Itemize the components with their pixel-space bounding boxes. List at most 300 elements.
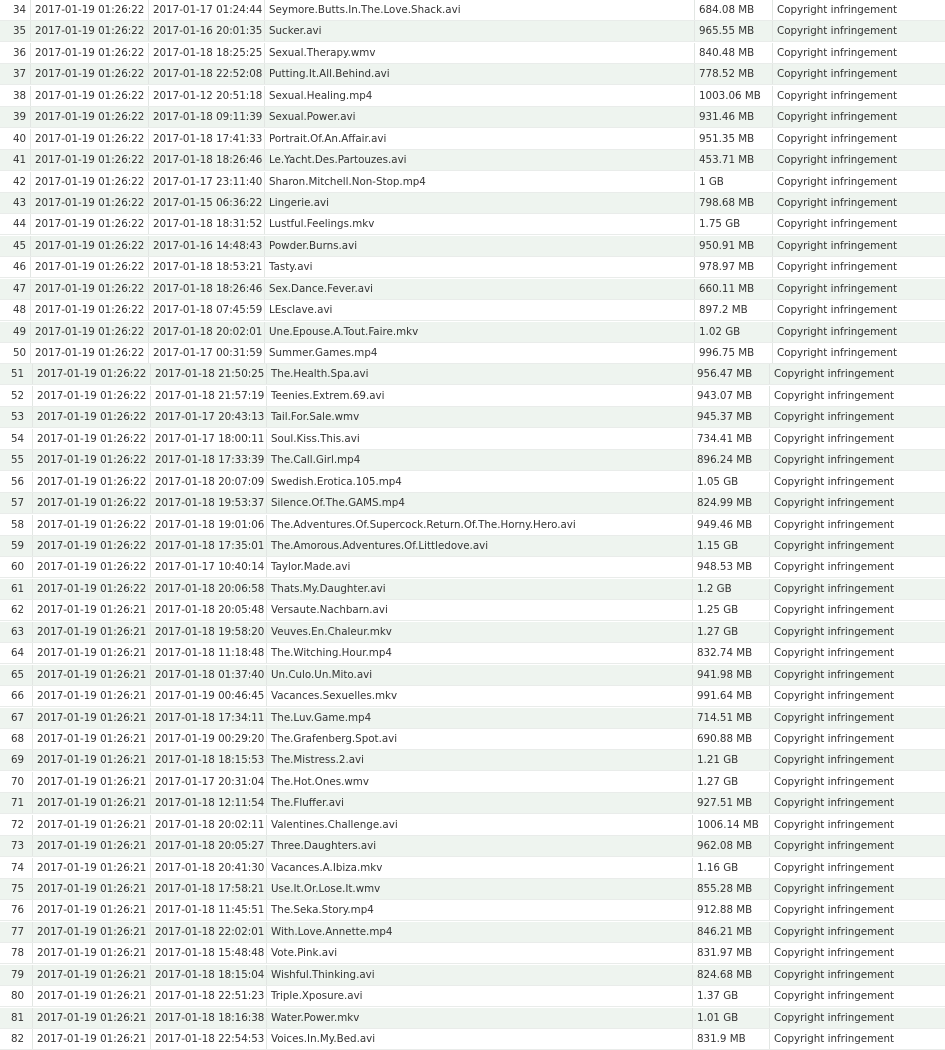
file-name: The.Hot.Ones.wmv <box>266 772 692 792</box>
upload-timestamp: 2017-01-18 20:05:48 <box>150 600 266 620</box>
table-row <box>0 515 945 536</box>
table-row <box>0 708 945 729</box>
table-row <box>0 193 945 214</box>
file-name: Vacances.A.Ibiza.mkv <box>266 858 692 878</box>
file-size: 927.51 MB <box>692 793 769 813</box>
table-row <box>0 622 945 643</box>
file-name: Tail.For.Sale.wmv <box>266 407 692 427</box>
row-number: 58 <box>11 518 25 531</box>
upload-timestamp: 2017-01-18 22:02:01 <box>150 922 266 942</box>
removal-reason: Copyright infringement <box>769 536 945 556</box>
table-row <box>0 729 945 750</box>
table-row <box>0 300 945 321</box>
added-timestamp: 2017-01-19 01:26:21 <box>32 1029 150 1049</box>
removal-reason: Copyright infringement <box>772 279 945 299</box>
file-name: Three.Daughters.avi <box>266 836 692 856</box>
added-timestamp: 2017-01-19 01:26:21 <box>32 686 150 706</box>
file-size: 897.2 MB <box>694 300 772 320</box>
file-name: Sexual.Therapy.wmv <box>264 43 694 63</box>
file-size: 1 GB <box>694 172 772 192</box>
row-number: 66 <box>11 690 25 703</box>
table-row <box>0 43 945 64</box>
removal-reason: Copyright infringement <box>769 922 945 942</box>
table-row <box>0 836 945 857</box>
row-number: 68 <box>11 732 25 745</box>
added-timestamp: 2017-01-19 01:26:21 <box>32 858 150 878</box>
file-name: Portrait.Of.An.Affair.avi <box>264 129 694 149</box>
table-row <box>0 322 945 343</box>
file-name: Silence.Of.The.GAMS.mp4 <box>266 493 692 513</box>
row-number: 47 <box>13 282 27 295</box>
file-size: 962.08 MB <box>692 836 769 856</box>
upload-timestamp: 2017-01-18 17:41:33 <box>148 129 264 149</box>
added-timestamp: 2017-01-19 01:26:21 <box>32 729 150 749</box>
removal-reason: Copyright infringement <box>772 257 945 277</box>
upload-timestamp: 2017-01-18 09:11:39 <box>148 107 264 127</box>
file-size: 1006.14 MB <box>692 815 769 835</box>
removal-reason: Copyright infringement <box>769 879 945 899</box>
added-timestamp: 2017-01-19 01:26:22 <box>32 364 150 384</box>
table-row <box>0 172 945 193</box>
row-number: 51 <box>11 368 25 381</box>
row-number: 80 <box>11 990 25 1003</box>
row-number: 34 <box>13 4 27 16</box>
removal-reason: Copyright infringement <box>772 43 945 63</box>
file-name: Veuves.En.Chaleur.mkv <box>266 622 692 642</box>
row-number: 77 <box>11 925 25 938</box>
file-size: 931.46 MB <box>694 107 772 127</box>
removal-reason: Copyright infringement <box>769 493 945 513</box>
added-timestamp: 2017-01-19 01:26:21 <box>32 986 150 1006</box>
file-size: 1.25 GB <box>692 600 769 620</box>
file-name: Voices.In.My.Bed.avi <box>266 1029 692 1049</box>
file-name: Summer.Games.mp4 <box>264 343 694 363</box>
row-number: 36 <box>13 46 27 59</box>
file-name: The.Seka.Story.mp4 <box>266 900 692 920</box>
row-number: 70 <box>11 775 25 788</box>
file-name: Teenies.Extrem.69.avi <box>266 386 692 406</box>
file-name: Lustful.Feelings.mkv <box>264 214 694 234</box>
added-timestamp: 2017-01-19 01:26:22 <box>32 515 150 535</box>
table-row <box>0 772 945 793</box>
table-row <box>0 364 945 385</box>
file-size: 824.99 MB <box>692 493 769 513</box>
row-number: 65 <box>11 668 25 681</box>
file-size: 945.37 MB <box>692 407 769 427</box>
added-timestamp: 2017-01-19 01:26:22 <box>30 43 148 63</box>
removal-reason: Copyright infringement <box>769 472 945 492</box>
removal-reason: Copyright infringement <box>772 150 945 170</box>
upload-timestamp: 2017-01-17 20:43:13 <box>150 407 266 427</box>
table-row <box>0 429 945 450</box>
row-number: 49 <box>13 325 27 338</box>
removal-reason: Copyright infringement <box>769 815 945 835</box>
added-timestamp: 2017-01-19 01:26:22 <box>32 407 150 427</box>
added-timestamp: 2017-01-19 01:26:22 <box>32 557 150 577</box>
removal-reason: Copyright infringement <box>769 386 945 406</box>
upload-timestamp: 2017-01-15 06:36:22 <box>148 193 264 213</box>
removal-reason: Copyright infringement <box>769 557 945 577</box>
upload-timestamp: 2017-01-17 23:11:40 <box>148 172 264 192</box>
table-row <box>0 472 945 493</box>
added-timestamp: 2017-01-19 01:26:22 <box>32 450 150 470</box>
file-name: The.Amorous.Adventures.Of.Littledove.avi <box>266 536 692 556</box>
file-name: Seymore.Butts.In.The.Love.Shack.avi <box>264 0 694 20</box>
file-size: 1.2 GB <box>692 579 769 599</box>
removal-reason: Copyright infringement <box>772 214 945 234</box>
file-name: Triple.Xposure.avi <box>266 986 692 1006</box>
table-row <box>0 21 945 42</box>
removal-reason: Copyright infringement <box>772 236 945 256</box>
table-row <box>0 0 945 21</box>
removal-reason: Copyright infringement <box>772 107 945 127</box>
file-size: 798.68 MB <box>694 193 772 213</box>
file-size: 831.9 MB <box>692 1029 769 1049</box>
file-name: Swedish.Erotica.105.mp4 <box>266 472 692 492</box>
table-row <box>0 686 945 707</box>
upload-timestamp: 2017-01-18 17:35:01 <box>150 536 266 556</box>
file-size: 941.98 MB <box>692 665 769 685</box>
added-timestamp: 2017-01-19 01:26:21 <box>32 922 150 942</box>
table-row <box>0 343 945 364</box>
removal-reason: Copyright infringement <box>772 64 945 84</box>
removal-reason: Copyright infringement <box>769 708 945 728</box>
added-timestamp: 2017-01-19 01:26:22 <box>32 579 150 599</box>
added-timestamp: 2017-01-19 01:26:21 <box>32 665 150 685</box>
file-name: Water.Power.mkv <box>266 1008 692 1028</box>
table-row <box>0 536 945 557</box>
removal-reason: Copyright infringement <box>769 364 945 384</box>
added-timestamp: 2017-01-19 01:26:21 <box>32 815 150 835</box>
added-timestamp: 2017-01-19 01:26:22 <box>30 322 148 342</box>
file-size: 1.75 GB <box>694 214 772 234</box>
removal-reason: Copyright infringement <box>769 1008 945 1028</box>
file-size: 1.16 GB <box>692 858 769 878</box>
added-timestamp: 2017-01-19 01:26:22 <box>30 236 148 256</box>
file-size: 1.27 GB <box>692 622 769 642</box>
upload-timestamp: 2017-01-18 11:45:51 <box>150 900 266 920</box>
file-name: Versaute.Nachbarn.avi <box>266 600 692 620</box>
upload-timestamp: 2017-01-18 20:02:11 <box>150 815 266 835</box>
removal-reason: Copyright infringement <box>769 793 945 813</box>
file-size: 1.15 GB <box>692 536 769 556</box>
row-number: 61 <box>11 582 25 595</box>
removal-reason: Copyright infringement <box>769 515 945 535</box>
row-number: 56 <box>11 475 25 488</box>
file-name: Soul.Kiss.This.avi <box>266 429 692 449</box>
file-size: 778.52 MB <box>694 64 772 84</box>
row-number: 78 <box>11 947 25 960</box>
upload-timestamp: 2017-01-18 11:18:48 <box>150 643 266 663</box>
table-row <box>0 815 945 836</box>
row-number: 53 <box>11 411 25 424</box>
file-name: Une.Epouse.A.Tout.Faire.mkv <box>264 322 694 342</box>
file-size: 956.47 MB <box>692 364 769 384</box>
removal-reason: Copyright infringement <box>769 900 945 920</box>
upload-timestamp: 2017-01-18 18:26:46 <box>148 150 264 170</box>
added-timestamp: 2017-01-19 01:26:21 <box>32 772 150 792</box>
upload-timestamp: 2017-01-18 20:02:01 <box>148 322 264 342</box>
upload-timestamp: 2017-01-18 17:58:21 <box>150 879 266 899</box>
row-number: 39 <box>13 111 27 124</box>
file-size: 1.37 GB <box>692 986 769 1006</box>
added-timestamp: 2017-01-19 01:26:22 <box>30 279 148 299</box>
added-timestamp: 2017-01-19 01:26:21 <box>32 900 150 920</box>
file-name: Vacances.Sexuelles.mkv <box>266 686 692 706</box>
upload-timestamp: 2017-01-18 18:25:25 <box>148 43 264 63</box>
removal-reason: Copyright infringement <box>769 772 945 792</box>
added-timestamp: 2017-01-19 01:26:21 <box>32 600 150 620</box>
file-size: 950.91 MB <box>694 236 772 256</box>
file-name: Powder.Burns.avi <box>264 236 694 256</box>
added-timestamp: 2017-01-19 01:26:22 <box>30 21 148 41</box>
upload-timestamp: 2017-01-18 21:50:25 <box>150 364 266 384</box>
row-number: 44 <box>13 218 27 231</box>
file-size: 690.88 MB <box>692 729 769 749</box>
file-name: Taylor.Made.avi <box>266 557 692 577</box>
table-row <box>0 386 945 407</box>
row-number: 79 <box>11 968 25 981</box>
removal-reason: Copyright infringement <box>769 986 945 1006</box>
removal-reason: Copyright infringement <box>772 300 945 320</box>
upload-timestamp: 2017-01-18 17:33:39 <box>150 450 266 470</box>
upload-timestamp: 2017-01-18 18:15:53 <box>150 750 266 770</box>
row-number: 63 <box>11 625 25 638</box>
file-name: Un.Culo.Un.Mito.avi <box>266 665 692 685</box>
row-number: 52 <box>11 389 25 402</box>
added-timestamp: 2017-01-19 01:26:22 <box>32 429 150 449</box>
added-timestamp: 2017-01-19 01:26:22 <box>32 472 150 492</box>
added-timestamp: 2017-01-19 01:26:22 <box>30 150 148 170</box>
file-name: The.Mistress.2.avi <box>266 750 692 770</box>
table-row <box>0 279 945 300</box>
table-row <box>0 750 945 771</box>
added-timestamp: 2017-01-19 01:26:22 <box>30 343 148 363</box>
file-size: 1003.06 MB <box>694 86 772 106</box>
row-number: 64 <box>11 647 25 660</box>
file-name: The.Health.Spa.avi <box>266 364 692 384</box>
removal-reason: Copyright infringement <box>772 172 945 192</box>
file-size: 855.28 MB <box>692 879 769 899</box>
file-size: 1.02 GB <box>694 322 772 342</box>
row-number: 43 <box>13 196 27 209</box>
table-row <box>0 579 945 600</box>
row-number: 54 <box>11 432 25 445</box>
removal-reason: Copyright infringement <box>769 943 945 963</box>
file-size: 951.35 MB <box>694 129 772 149</box>
file-size: 949.46 MB <box>692 515 769 535</box>
added-timestamp: 2017-01-19 01:26:21 <box>32 965 150 985</box>
file-name: LEsclave.avi <box>264 300 694 320</box>
removal-reason: Copyright infringement <box>769 622 945 642</box>
added-timestamp: 2017-01-19 01:26:21 <box>32 708 150 728</box>
row-number: 82 <box>11 1033 25 1046</box>
row-number: 67 <box>11 711 25 724</box>
upload-timestamp: 2017-01-17 20:31:04 <box>150 772 266 792</box>
table-row <box>0 600 945 621</box>
added-timestamp: 2017-01-19 01:26:22 <box>30 64 148 84</box>
file-name: The.Grafenberg.Spot.avi <box>266 729 692 749</box>
row-number: 73 <box>11 840 25 853</box>
file-size: 832.74 MB <box>692 643 769 663</box>
row-number: 37 <box>13 68 27 81</box>
upload-timestamp: 2017-01-16 14:48:43 <box>148 236 264 256</box>
file-size: 896.24 MB <box>692 450 769 470</box>
table-row <box>0 965 945 986</box>
row-number: 38 <box>13 89 27 102</box>
file-size: 684.08 MB <box>694 0 772 20</box>
removal-reason: Copyright infringement <box>769 643 945 663</box>
added-timestamp: 2017-01-19 01:26:21 <box>32 643 150 663</box>
added-timestamp: 2017-01-19 01:26:21 <box>32 622 150 642</box>
added-timestamp: 2017-01-19 01:26:22 <box>30 86 148 106</box>
upload-timestamp: 2017-01-18 22:52:08 <box>148 64 264 84</box>
removal-reason: Copyright infringement <box>769 579 945 599</box>
file-name: Lingerie.avi <box>264 193 694 213</box>
removal-reason: Copyright infringement <box>772 129 945 149</box>
table-row <box>0 1029 945 1050</box>
upload-timestamp: 2017-01-18 18:16:38 <box>150 1008 266 1028</box>
table-row <box>0 407 945 428</box>
removal-reason: Copyright infringement <box>769 1029 945 1049</box>
upload-timestamp: 2017-01-18 15:48:48 <box>150 943 266 963</box>
row-number: 35 <box>13 25 27 38</box>
removal-reason: Copyright infringement <box>769 600 945 620</box>
file-name: The.Luv.Game.mp4 <box>266 708 692 728</box>
table-row <box>0 129 945 150</box>
file-name: Vote.Pink.avi <box>266 943 692 963</box>
upload-timestamp: 2017-01-18 22:51:23 <box>150 986 266 1006</box>
row-number: 55 <box>11 454 25 467</box>
removal-reason: Copyright infringement <box>769 686 945 706</box>
upload-timestamp: 2017-01-18 22:54:53 <box>150 1029 266 1049</box>
upload-timestamp: 2017-01-18 21:57:19 <box>150 386 266 406</box>
added-timestamp: 2017-01-19 01:26:22 <box>30 0 148 20</box>
table-row <box>0 493 945 514</box>
upload-timestamp: 2017-01-18 01:37:40 <box>150 665 266 685</box>
removal-reason: Copyright infringement <box>769 407 945 427</box>
row-number: 41 <box>13 154 27 167</box>
removal-reason: Copyright infringement <box>769 750 945 770</box>
file-size: 1.05 GB <box>692 472 769 492</box>
file-name: With.Love.Annette.mp4 <box>266 922 692 942</box>
table-row <box>0 107 945 128</box>
added-timestamp: 2017-01-19 01:26:22 <box>30 172 148 192</box>
table-row <box>0 150 945 171</box>
file-name: Sex.Dance.Fever.avi <box>264 279 694 299</box>
upload-timestamp: 2017-01-18 18:31:52 <box>148 214 264 234</box>
added-timestamp: 2017-01-19 01:26:22 <box>30 257 148 277</box>
file-size: 965.55 MB <box>694 21 772 41</box>
upload-timestamp: 2017-01-18 20:07:09 <box>150 472 266 492</box>
added-timestamp: 2017-01-19 01:26:21 <box>32 879 150 899</box>
file-size: 840.48 MB <box>694 43 772 63</box>
added-timestamp: 2017-01-19 01:26:22 <box>30 214 148 234</box>
row-number: 72 <box>11 818 25 831</box>
table-row <box>0 986 945 1007</box>
upload-timestamp: 2017-01-18 20:05:27 <box>150 836 266 856</box>
row-number: 76 <box>11 904 25 917</box>
table-row <box>0 793 945 814</box>
removal-reason: Copyright infringement <box>769 965 945 985</box>
row-number: 57 <box>11 497 25 510</box>
table-row <box>0 64 945 85</box>
row-number: 81 <box>11 1011 25 1024</box>
file-name: Le.Yacht.Des.Partouzes.avi <box>264 150 694 170</box>
removal-reason: Copyright infringement <box>772 343 945 363</box>
file-size: 453.71 MB <box>694 150 772 170</box>
table-row <box>0 922 945 943</box>
file-size: 948.53 MB <box>692 557 769 577</box>
table-row <box>0 236 945 257</box>
removal-reason: Copyright infringement <box>769 665 945 685</box>
upload-timestamp: 2017-01-18 17:34:11 <box>150 708 266 728</box>
file-size: 912.88 MB <box>692 900 769 920</box>
removal-reason: Copyright infringement <box>769 858 945 878</box>
table-row <box>0 557 945 578</box>
added-timestamp: 2017-01-19 01:26:22 <box>30 193 148 213</box>
file-name: The.Adventures.Of.Supercock.Return.Of.The.Horny.Hero.avi <box>266 515 692 535</box>
row-number: 62 <box>11 604 25 617</box>
added-timestamp: 2017-01-19 01:26:22 <box>32 386 150 406</box>
table-row <box>0 858 945 879</box>
file-size: 831.97 MB <box>692 943 769 963</box>
file-name: Tasty.avi <box>264 257 694 277</box>
removal-reason: Copyright infringement <box>769 429 945 449</box>
table-row <box>0 665 945 686</box>
file-name: Sexual.Power.avi <box>264 107 694 127</box>
file-name: Putting.It.All.Behind.avi <box>264 64 694 84</box>
table-row <box>0 214 945 235</box>
table-row <box>0 450 945 471</box>
row-number: 46 <box>13 261 27 274</box>
removal-reason: Copyright infringement <box>769 836 945 856</box>
row-number: 42 <box>13 175 27 188</box>
added-timestamp: 2017-01-19 01:26:22 <box>32 493 150 513</box>
added-timestamp: 2017-01-19 01:26:21 <box>32 793 150 813</box>
upload-timestamp: 2017-01-17 10:40:14 <box>150 557 266 577</box>
file-size: 978.97 MB <box>694 257 772 277</box>
file-size: 1.27 GB <box>692 772 769 792</box>
removal-reason: Copyright infringement <box>772 322 945 342</box>
row-number: 69 <box>11 754 25 767</box>
upload-timestamp: 2017-01-18 20:41:30 <box>150 858 266 878</box>
file-name: The.Fluffer.avi <box>266 793 692 813</box>
file-name: The.Call.Girl.mp4 <box>266 450 692 470</box>
row-number: 71 <box>11 797 25 810</box>
row-number: 74 <box>11 861 25 874</box>
row-number: 40 <box>13 132 27 145</box>
table-row <box>0 943 945 964</box>
table-row <box>0 86 945 107</box>
upload-timestamp: 2017-01-18 07:45:59 <box>148 300 264 320</box>
upload-timestamp: 2017-01-17 00:31:59 <box>148 343 264 363</box>
row-number: 50 <box>13 347 27 360</box>
file-name: Use.It.Or.Lose.It.wmv <box>266 879 692 899</box>
upload-timestamp: 2017-01-18 19:58:20 <box>150 622 266 642</box>
upload-timestamp: 2017-01-17 18:00:11 <box>150 429 266 449</box>
file-size: 991.64 MB <box>692 686 769 706</box>
upload-timestamp: 2017-01-18 18:53:21 <box>148 257 264 277</box>
removal-reason: Copyright infringement <box>769 450 945 470</box>
upload-timestamp: 2017-01-18 19:01:06 <box>150 515 266 535</box>
upload-timestamp: 2017-01-12 20:51:18 <box>148 86 264 106</box>
row-number: 48 <box>13 304 27 317</box>
removal-reason: Copyright infringement <box>772 21 945 41</box>
row-number: 60 <box>11 561 25 574</box>
file-size: 846.21 MB <box>692 922 769 942</box>
file-size: 1.01 GB <box>692 1008 769 1028</box>
